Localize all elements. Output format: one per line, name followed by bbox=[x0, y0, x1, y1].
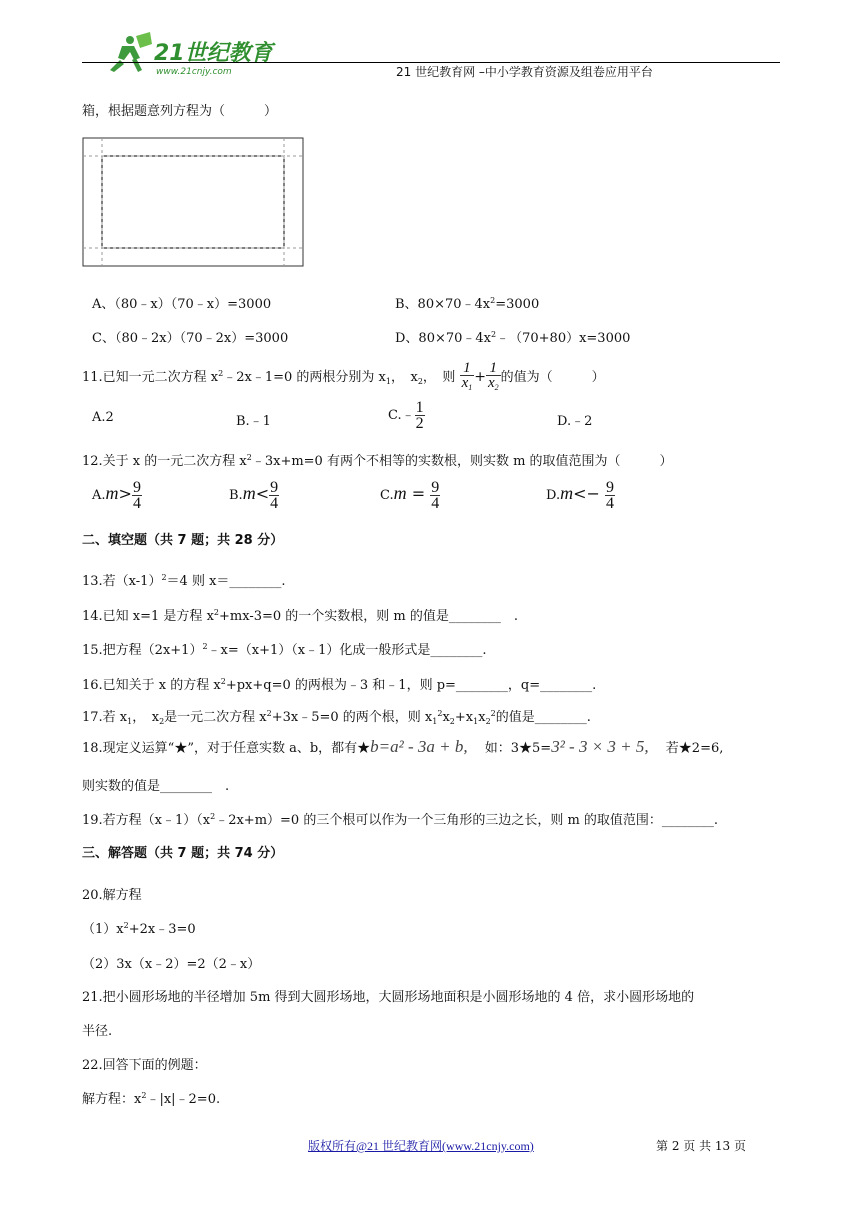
q12-option-d: D.m<− $\frac{9}{4}$ bbox=[546, 479, 614, 512]
q22-title: 22.回答下面的例题： bbox=[82, 1058, 207, 1073]
q15: 15.把方程$(2x+1)^2﹣x=(x+1)(x﹣1)$化成一般形式是________. bbox=[82, 642, 487, 658]
q20-part2: （2）3x（x﹣2）=2（2﹣x） bbox=[82, 957, 261, 972]
q21-line1: 21.把小圆形场地的半径增加 5m 得到大圆形场地，大圆形场地面积是小圆形场地的 4 倍，求小圆形场地的 bbox=[82, 990, 695, 1005]
q20-title: 20.解方程 bbox=[82, 888, 142, 903]
q18-definition-expr: b=a² - 3a + b, bbox=[370, 737, 468, 756]
section-fill-in-heading: 二、填空题（共 7 题；共 28 分） bbox=[82, 533, 284, 548]
q10-stem-tail: 箱，根据题意列方程为（ ） bbox=[82, 104, 278, 119]
q18-line1: 18.现定义运算“★”，对于任意实数 a、b，都有★b=a² - 3a + b, 如：3★5=3² - 3 × 3 + 5, 若★2=6, bbox=[82, 737, 724, 756]
footer-copyright-link[interactable]: 版权所有@21 世纪教育网(www.21cnjy.com) bbox=[308, 1139, 534, 1153]
q21-line2: 半径. bbox=[82, 1024, 113, 1039]
q11-fraction-2: $\frac{1}{x_2}$ bbox=[487, 359, 499, 392]
q11-option-c: C.﹣ $\frac{1}{2}$ bbox=[388, 399, 424, 432]
q12-option-b: B.m< $\frac{9}{4}$ bbox=[229, 479, 279, 512]
q11-fraction-1: $\frac{1}{x_1}$ bbox=[461, 359, 473, 392]
q13: 13.若$(x-1)^2=4$ 则 x＝________. bbox=[82, 573, 286, 589]
q11-option-a: A.2 bbox=[92, 410, 114, 425]
q10-option-a: A、（80﹣x）（70﹣x）=3000 bbox=[92, 297, 272, 312]
q22-equation: 解方程：$x^2﹣|x|﹣2=0$. bbox=[82, 1091, 221, 1107]
q17: 17.若 $x_1$， $x_2$是一元二次方程 $x^2+3x﹣5=0$ 的两个根，则 $x_1^2x_2+x_1x_2^2$的值是________. bbox=[82, 709, 591, 726]
q18-example-expr: 3² - 3 × 3 + 5, bbox=[551, 737, 649, 756]
q12-option-a: A.m> $\frac{9}{4}$ bbox=[92, 479, 141, 512]
q11-stem: 11.已知一元二次方程 $x^2﹣2x﹣1=0$ 的两根分别为 $x_1$， $x_2$， 则 $\frac{1}{x_1}$ + $\frac{1}{x_2}$ 的值为（ ） bbox=[82, 360, 605, 396]
q10-figure bbox=[82, 137, 304, 267]
q16: 16.已知关于 x 的方程 $x^2+px+q=0$ 的两根为﹣3 和﹣1，则 p=________，q=________. bbox=[82, 677, 597, 693]
header-title: 21 世纪教育网 –中小学教育资源及组卷应用平台 bbox=[396, 65, 653, 79]
section-answer-heading: 三、解答题（共 7 题；共 74 分） bbox=[82, 846, 284, 861]
q19: 19.若方程$(x﹣1)(x^2﹣2x+m)=0$ 的三个根可以作为一个三角形的三边之长，则 m 的取值范围：________. bbox=[82, 812, 719, 828]
q10-option-c: C、（80﹣2x）（70﹣2x）=3000 bbox=[92, 331, 289, 346]
q11-option-b: B.﹣1 bbox=[236, 414, 271, 429]
footer-page-number: 第 2 页 共 13 页 bbox=[656, 1139, 746, 1153]
q11-option-d: D.﹣2 bbox=[557, 414, 593, 429]
logo-url: www.21cnjy.com bbox=[156, 67, 232, 77]
site-logo bbox=[100, 30, 280, 80]
q12-option-c: C.m = $\frac{9}{4}$ bbox=[380, 479, 440, 512]
logo-text: 21世纪教育 bbox=[154, 41, 273, 66]
q14: 14.已知 x=1 是方程 $x^2+mx-3=0$ 的一个实数根，则 m 的值是________ . bbox=[82, 608, 519, 624]
q18-line2: 则实数的值是________ . bbox=[82, 779, 230, 794]
q10-option-b: B、$80\times 70﹣4x^2=3000$ bbox=[395, 296, 540, 312]
q12-stem: 12.关于 x 的一元二次方程 $x^2﹣3x+m=0$ 有两个不相等的实数根，则实数 m 的取值范围为（ ） bbox=[82, 453, 673, 469]
q10-option-d: D、$80\times 70﹣4x^2﹣(70+80)x=3000$ bbox=[395, 330, 631, 346]
q20-part1: $(1)x^2+2x﹣3=0$ bbox=[82, 921, 196, 937]
